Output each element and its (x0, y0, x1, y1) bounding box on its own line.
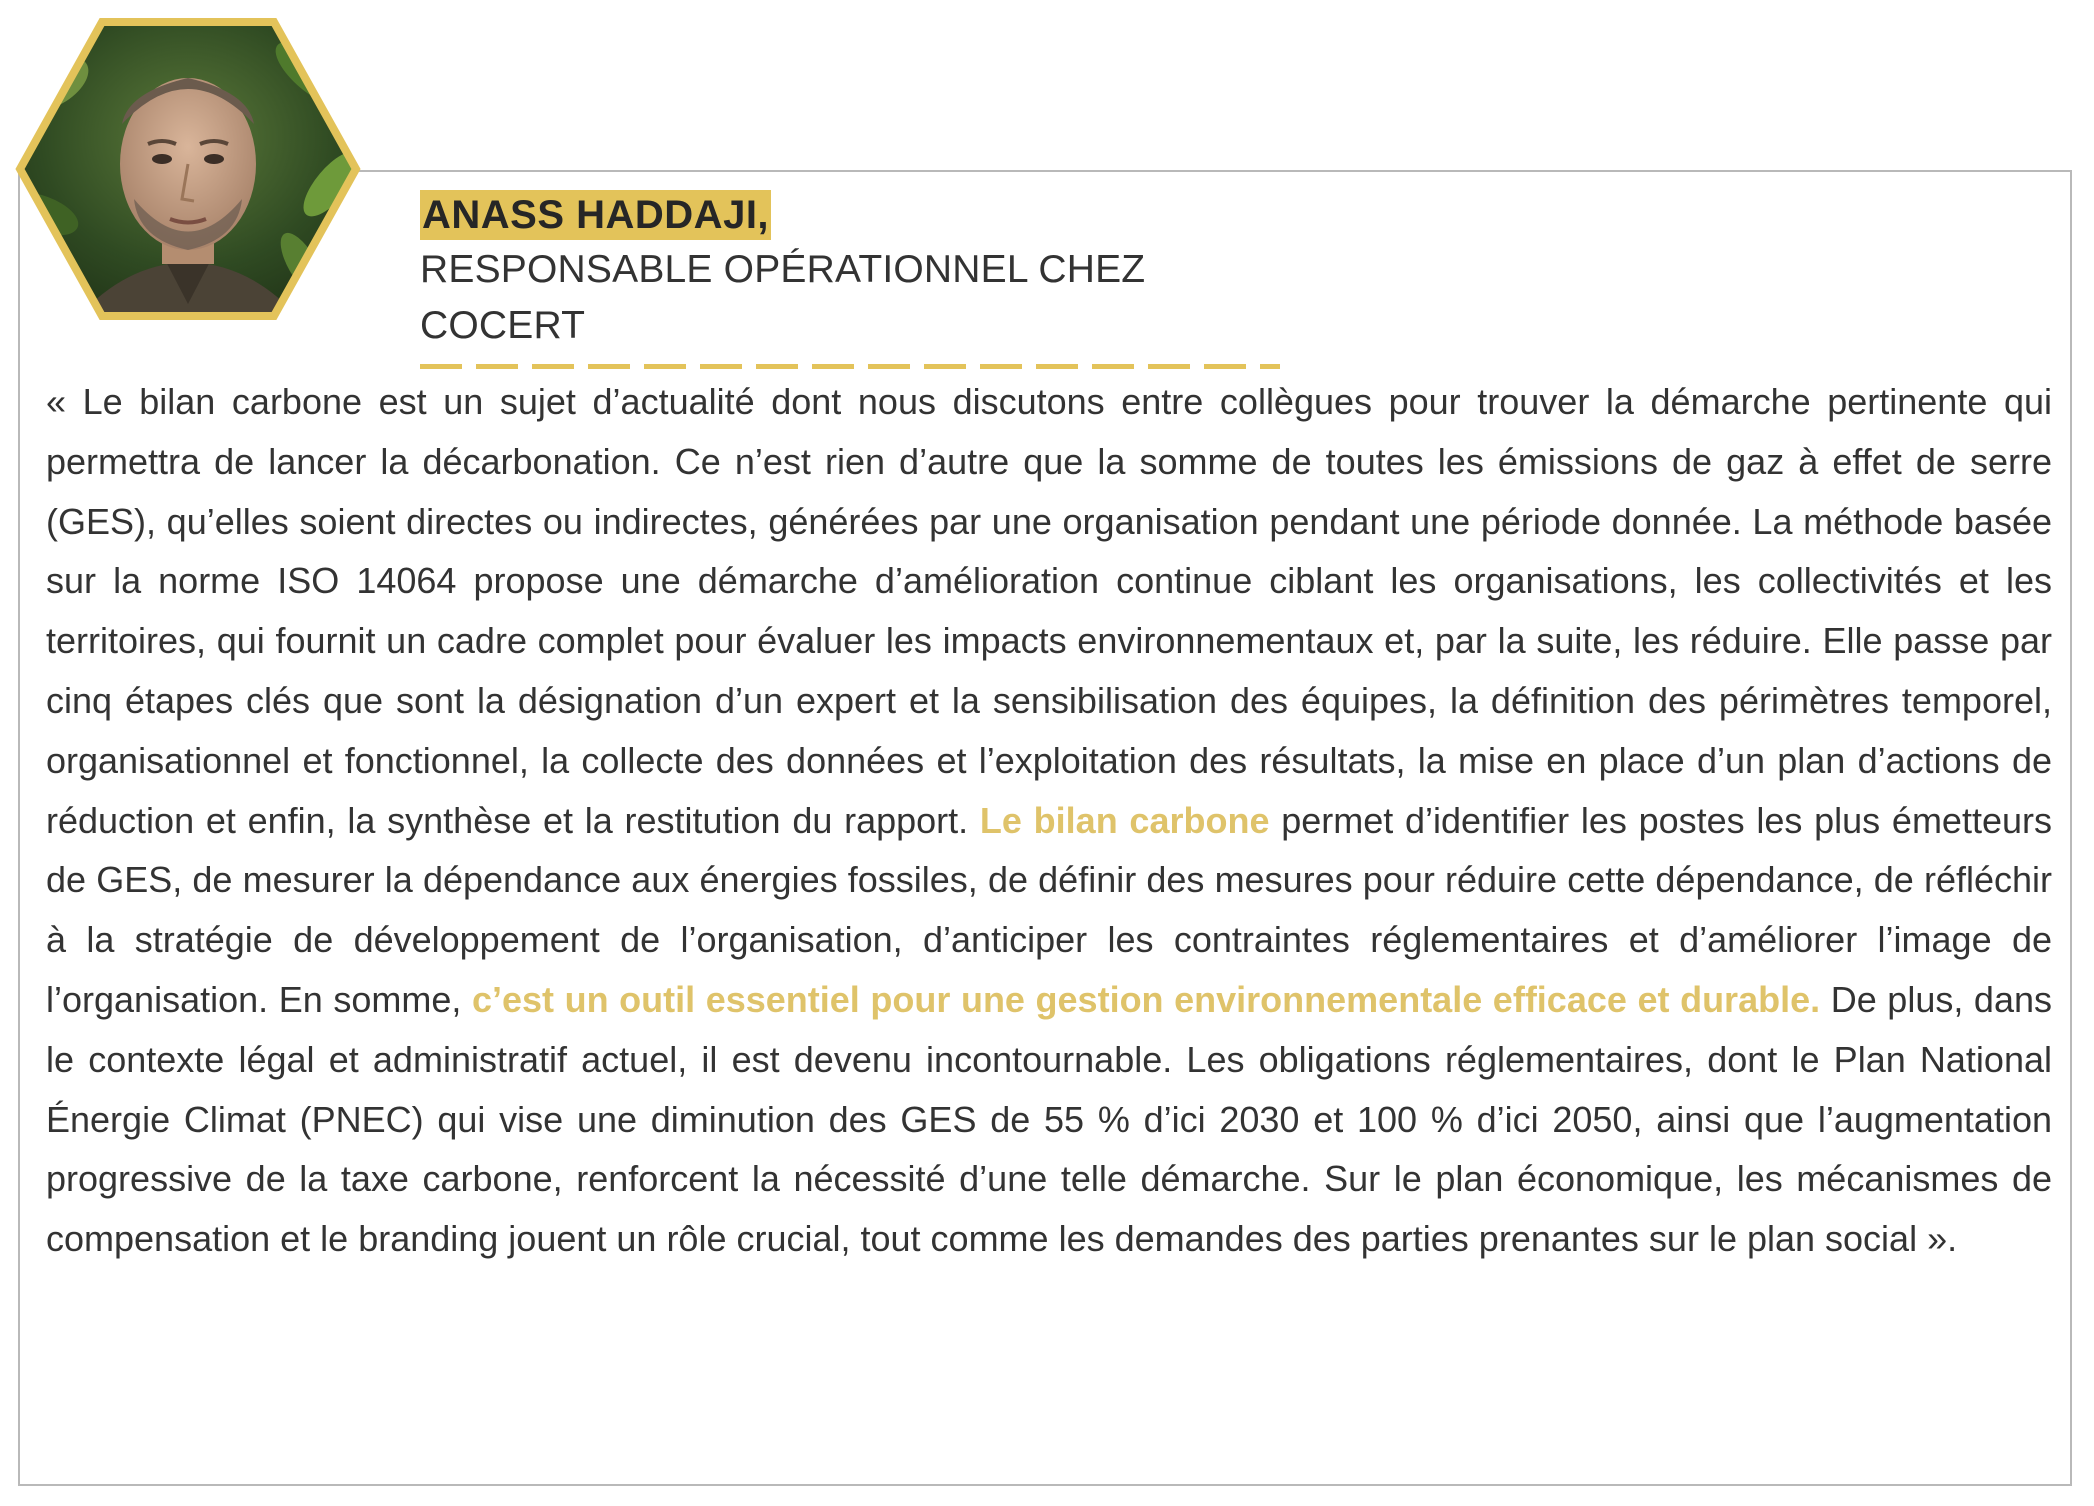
dashed-divider (420, 364, 1280, 369)
author-portrait-image (12, 14, 364, 324)
author-block (420, 190, 1280, 369)
quote-highlight-1: Le bilan carbone (979, 799, 1270, 841)
author-role: RESPONSABLE OPÉRATIONNEL CHEZ COCERT (420, 248, 1146, 347)
quote-part-1: « Le bilan carbone est un sujet d’actualité dont nous discutons entre collègues pour trouver la démarche pertinente qui permettra de lancer la décarbonation. Ce n’est rien d’autre que la somme de toutes les émissions de gaz à effet de serre (GES), qu’elles soient directes ou indirectes, générées par une organisation pendant une période donnée. La méthode basée sur la norme ISO 14064 propose une démarche d’amélioration continue ciblant les organisations, les collectivités et les territoires, qui fournit un cadre complet pour évaluer les impacts environnementaux et, par la suite, les réduire. Elle passe par cinq étapes clés que sont la désignation d’un expert et la sensibilisation des équipes, la définition des périmètres temporel, organisationnel et fonctionnel, la collecte des données et l’exploitation des résultats, la mise en place d’un plan d’actions de réduction et enfin, la synthèse et la restitution du rapport. (46, 381, 2052, 841)
author-portrait (12, 14, 364, 324)
author-name: ANASS HADDAJI, (420, 190, 771, 240)
quote-part-2: permet d’identifier les postes les plus émetteurs de GES, de mesurer la dépendance aux énergies fossiles, de définir des mesures pour réduire cette dépendance, de réfléchir à la stratégie de développement de l’organisation, d’anticiper les contraintes réglementaires et d’améliorer l’image de l’organisation. En somme, (46, 799, 2052, 1020)
quote-highlight-2: c’est un outil essentiel pour une gestion environnementale efficace et durable. (471, 978, 1821, 1020)
quote-part-3: De plus, dans le contexte légal et administratif actuel, il est devenu incontournable. Les obligations réglementaires, dont le Plan National Énergie Climat (PNEC) qui vise une diminution des GES de 55 % d’ici 2030 et 100 % d’ici 2050, ainsi que l’augmentation progressive de la taxe carbone, renforcent la nécessité d’une telle démarche. Sur le plan économique, les mécanismes de compensation et le branding jouent un rôle crucial, tout comme les demandes des parties prenantes sur le plan social ». (46, 978, 2052, 1260)
quote-text (46, 372, 2052, 1269)
